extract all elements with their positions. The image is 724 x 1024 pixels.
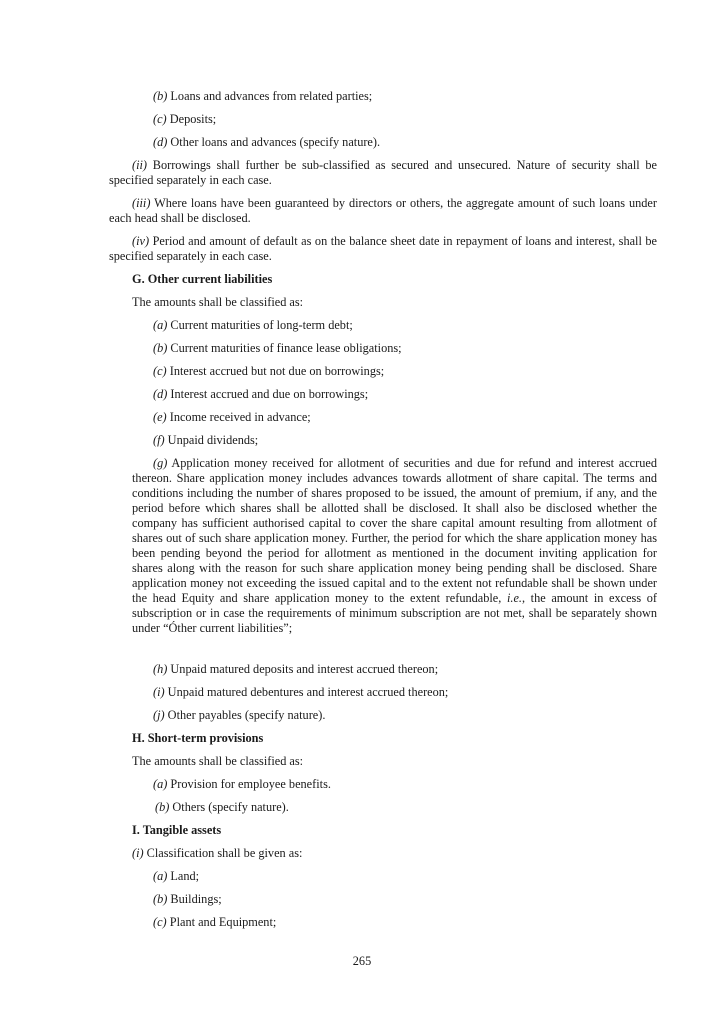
list-item: (d) Other loans and advances (specify nature). [153, 135, 381, 149]
list-item: (b) Current maturities of finance lease obligations; [153, 341, 402, 355]
paragraph: (g) Application money received for allotment of securities and due for refund and interest accrued thereon. Share application money includes advances towards allotment of share capital. The terms and conditions including the number of shares proposed to be issued, the amount of premium, if any, and the period before which shares shall be allotted shall be disclosed. It shall also be disclosed whether the company has sufficient authorised capital to cover the share capital amount resulting from allotment of shares out of such share application money. Further, the period for which the share application money has been pending beyond the period for allotment as mentioned in the document inviting application for shares along with the reason for such share application money being pending shall be disclosed. Share application money not exceeding the issued capital and to the extent not refundable shall be shown under the head Equity and share application money to the extent refundable, i.e., the amount in excess of subscription or in case the requirements of minimum subscription are not met, shall be separately shown under “Óther current liabilities”; [132, 456, 657, 635]
section-heading: G. Other current liabilities [132, 272, 273, 286]
section-heading: H. Short-term provisions [132, 731, 264, 745]
paragraph: (ii) Borrowings shall further be sub-classified as secured and unsecured. Nature of security shall be specified separately in each case. [109, 158, 657, 187]
paragraph: (i) Classification shall be given as: [132, 846, 303, 860]
list-item: (b) Loans and advances from related parties; [153, 89, 373, 103]
list-item: (i) Unpaid matured debentures and interest accrued thereon; [153, 685, 449, 699]
list-item: (f) Unpaid dividends; [153, 433, 259, 447]
page-number: 265 [352, 954, 372, 968]
list-item: (b) Others (specify nature). [155, 800, 289, 814]
list-item: (h) Unpaid matured deposits and interest accrued thereon; [153, 662, 439, 676]
list-item: (c) Deposits; [153, 112, 217, 126]
list-item: (d) Interest accrued and due on borrowings; [153, 387, 369, 401]
list-item: (a) Current maturities of long-term debt; [153, 318, 353, 332]
paragraph: (iii) Where loans have been guaranteed by directors or others, the aggregate amount of such loans under each head shall be disclosed. [109, 196, 657, 225]
section-heading: I. Tangible assets [132, 823, 222, 837]
list-item: (j) Other payables (specify nature). [153, 708, 326, 722]
paragraph: The amounts shall be classified as: [132, 754, 304, 768]
paragraph: The amounts shall be classified as: [132, 295, 304, 309]
list-item: (e) Income received in advance; [153, 410, 311, 424]
paragraph: (iv) Period and amount of default as on the balance sheet date in repayment of loans and interest, shall be specified separately in each case. [109, 234, 657, 263]
list-item: (c) Interest accrued but not due on borrowings; [153, 364, 385, 378]
list-item: (b) Buildings; [153, 892, 222, 906]
list-item: (a) Land; [153, 869, 200, 883]
list-item: (c) Plant and Equipment; [153, 915, 277, 929]
list-item: (a) Provision for employee benefits. [153, 777, 331, 791]
